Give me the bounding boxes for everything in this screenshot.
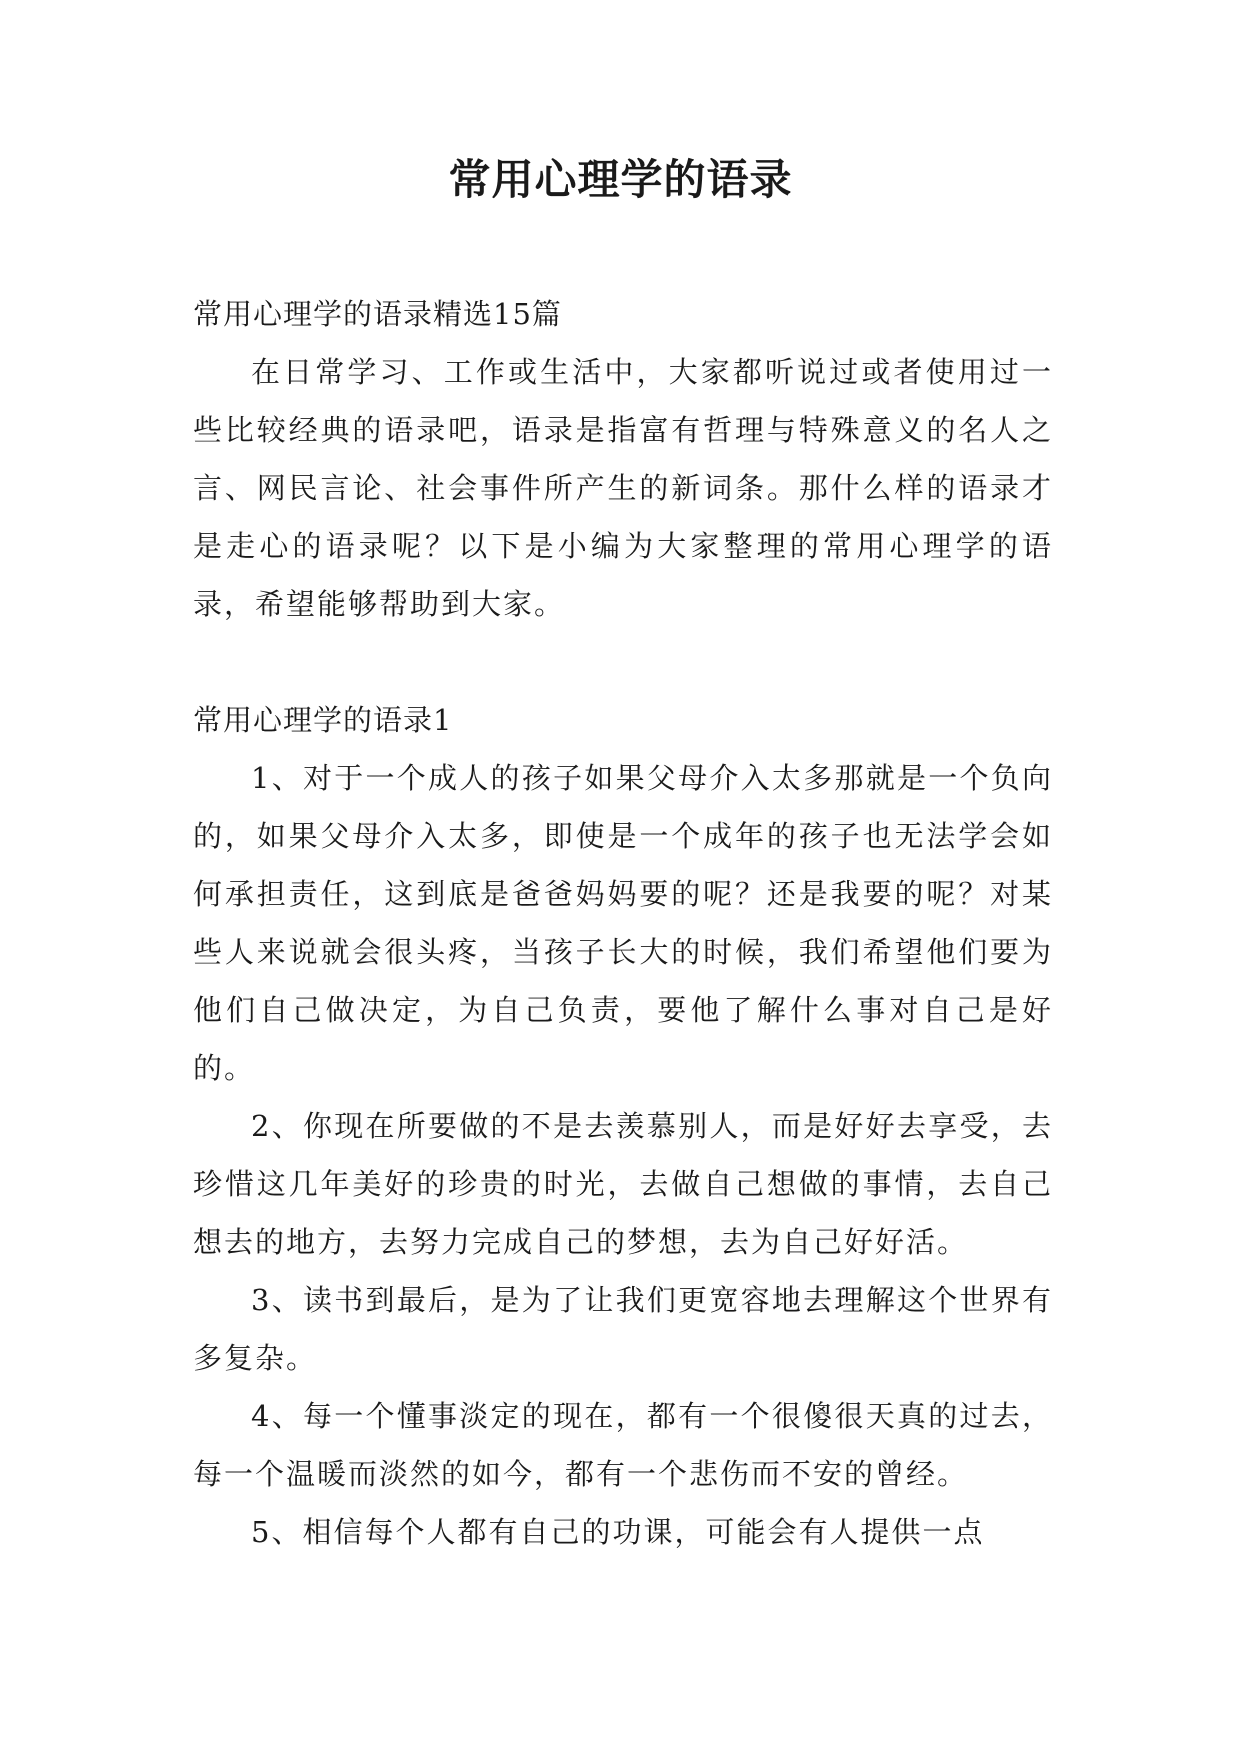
quote-item: 3、读书到最后，是为了让我们更宽容地去理解这个世界有多复杂。: [193, 1283, 1053, 1375]
document-body: [193, 285, 1053, 1561]
document-heading: 常用心理学的语录精选15篇: [193, 297, 562, 331]
quote-item: 2、你现在所要做的不是去羡慕别人，而是好好去享受，去珍惜这几年美好的珍贵的时光，去做自己想做的事情，去自己想去的地方，去努力完成自己的梦想，去为自己好好活。: [193, 1109, 1053, 1259]
quote-item: 1、对于一个成人的孩子如果父母介入太多那就是一个负向的，如果父母介入太多，即使是一个成年的孩子也无法学会如何承担责任，这到底是爸爸妈妈要的呢？还是我要的呢？对某些人来说就会很头疼，当孩子长大的时候，我们希望他们要为他们自己做决定，为自己负责，要他了解什么事对自己是好的。: [193, 761, 1053, 1085]
section-gap: [193, 633, 1053, 691]
document-title: 常用心理学的语录: [448, 155, 793, 204]
quote-item: 4、每一个懂事淡定的现在，都有一个很傻很天真的过去，每一个温暖而淡然的如今，都有一个悲伤而不安的曾经。: [193, 1399, 1053, 1491]
quote-item: 5、相信每个人都有自己的功课，可能会有人提供一点: [251, 1515, 985, 1549]
section-title: 常用心理学的语录1: [193, 703, 453, 737]
intro-paragraph: 在日常学习、工作或生活中，大家都听说过或者使用过一些比较经典的语录吧，语录是指富有哲理与特殊意义的名人之言、网民言论、社会事件所产生的新词条。那什么样的语录才是走心的语录呢？以下是小编为大家整理的常用心理学的语录，希望能够帮助到大家。: [193, 355, 1053, 621]
